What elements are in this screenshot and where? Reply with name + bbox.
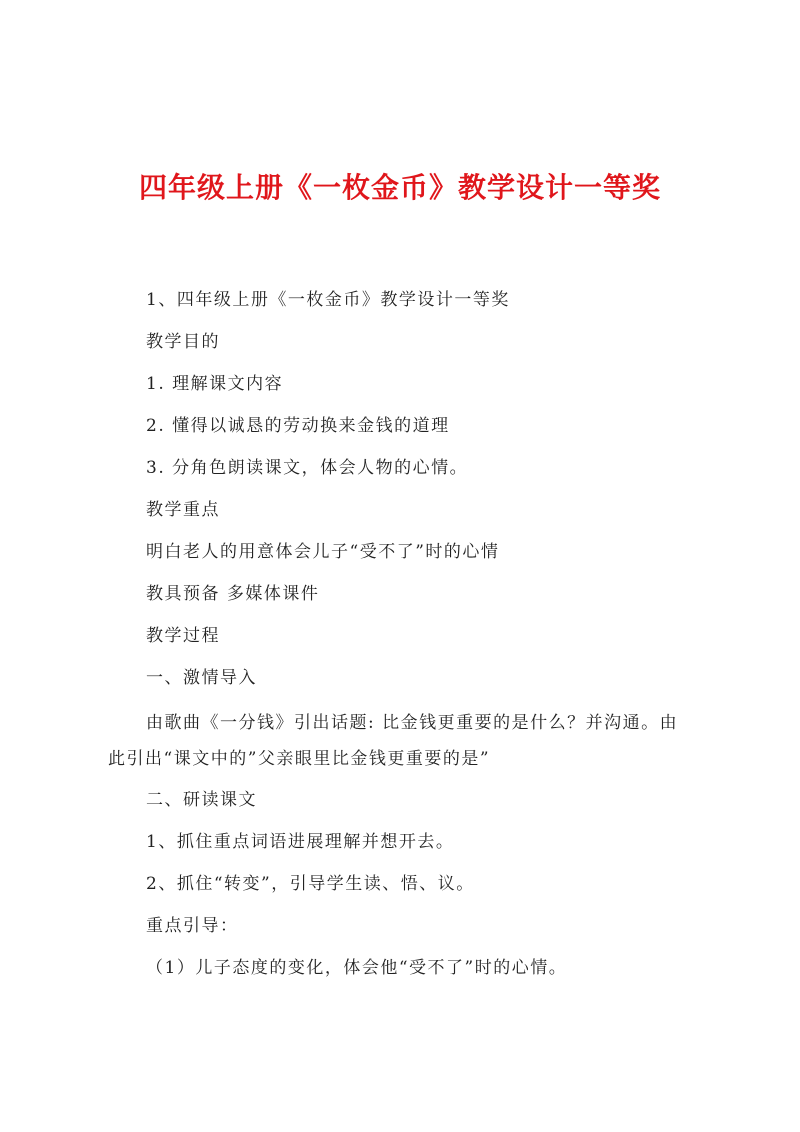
teaching-objectives-heading: 教学目的 (146, 332, 220, 352)
teaching-process-heading: 教学过程 (146, 626, 220, 646)
intro-paragraph: 由歌曲《一分钱》引出话题: 比金钱更重要的是什么？并沟通。由此引出“课文中的”父亲眼里比金钱更重要的是” (108, 713, 679, 769)
teaching-focus-text: 明白老人的用意体会儿子“受不了”时的心情 (146, 542, 500, 562)
objective-item-3: 3. 分角色朗读课文，体会人物的心情。 (146, 458, 469, 478)
objective-item-2: 2. 懂得以诚恳的劳动换来金钱的道理 (146, 416, 450, 436)
key-guidance-item-1: （1）儿子态度的变化，体会他“受不了”时的心情。 (146, 958, 568, 978)
step-two-item-1: 1、抓住重点词语进展理解并想开去。 (146, 832, 455, 852)
objective-item-1: 1. 理解课文内容 (146, 374, 284, 394)
step-one-heading: 一、激情导入 (146, 668, 257, 688)
document-body (108, 285, 688, 995)
step-two-heading: 二、研读课文 (146, 790, 257, 810)
step-two-item-2: 2、抓住“转变”，引导学生读、悟、议。 (146, 874, 475, 894)
document-title: 四年级上册《一枚金币》教学设计一等奖 (138, 171, 661, 204)
section-heading-1: 1、四年级上册《一枚金币》教学设计一等奖 (146, 290, 510, 310)
key-guidance-heading: 重点引导： (146, 916, 239, 936)
teaching-aids-text: 教具预备 多媒体课件 (146, 584, 320, 604)
teaching-focus-heading: 教学重点 (146, 500, 220, 520)
